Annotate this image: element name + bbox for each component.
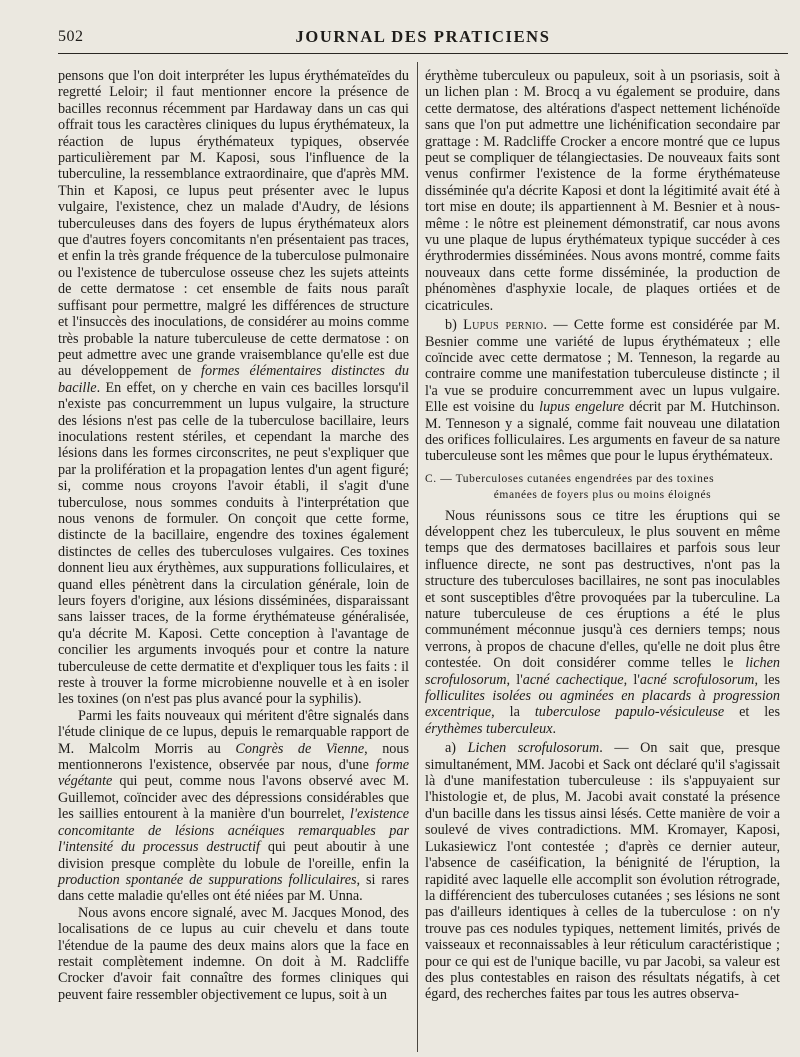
section-heading-line: C. — Tuberculoses cutanées engendrées par des toxines (425, 472, 715, 485)
text-run: , si rares dans cette maladie qu'elles ont été niées par M. Unna. (58, 871, 409, 905)
text-run: . — On sait que, presque simultanément, MM. Jacobi et Sack ont déclaré qu'il s'agissait là d'une manifestation tuberculeuse : ils s'appuyaient sur l'histologie et, de plus, M. Jacobi avait constaté la présence d'un bacille dans les tissus ainsi lésés. Cette manière de voir a soulevé de vives contradictions. MM. Kromayer, Kaposi, Lukasiewicz l'ont contestée ; d'après ce dernier auteur, l'absence de caséification, la bénignité de l'éruption, la rapidité avec laquelle elle accomplit son évolution rétrograde, la différencient des tuberculoses cutanées ; ses lésions ne sont pas d'ailleurs identiques à celles de la tuberculose : on n'y trouve pas ces nodules typiques, nettement limités, privés de vaisseaux et reconnaissables à leur réticulum caractéristique ; pour ce qui est de l'unique bacille, vu par Jacobi, sa valeur est des plus contestables en raison des résultats négatifs, à cet égard, des recherches faites par tous les autres observa- (425, 740, 780, 1003)
paragraph (58, 708, 409, 905)
text-run: , l' (623, 671, 640, 688)
italic-run: folliculites isolées ou agminées en placards à progression excentrique (425, 688, 780, 721)
column-divider (417, 62, 418, 1052)
left-column (58, 68, 409, 1003)
italic-run: Lichen scrofulosorum (467, 740, 600, 757)
paragraph (425, 508, 780, 738)
header-rule (58, 53, 788, 54)
text-run: a) (445, 740, 468, 757)
text-run: Parmi les faits nouveaux qui méritent d'être signalés dans l'étude clinique de ce lupus, depuis le remarquable rapport de M. Malcolm Morris au (58, 707, 409, 757)
italic-run: forme végétante (58, 757, 409, 790)
text-run: b) (445, 317, 464, 334)
italic-run: tuberculose papulo-vésiculeuse (534, 704, 725, 721)
subsection-title: Lupus pernio (463, 317, 544, 334)
running-header (58, 24, 788, 50)
italic-run: lupus engelure (539, 399, 625, 416)
paragraph: érythème tuberculeux ou papuleux, soit à un psoriasis, soit à un lichen plan : M. Brocq a vu également se produire, dans cette dermatose, des altérations d'aspect nettement lichénoïde sans que l'on put admettre une lichénification secondaire par grattage : M. Radcliffe Crocker a encore montré que ce lupus peut se compliquer de télangiectasies. De nouveaux faits sont venus confirmer l'existence de la forme érythémateuse disséminée qu'a décrite Kaposi et dont la légitimité avait été à tort mise en doute; ils appartiennent à M. Besnier et à nous-même : le nôtre est pleinement démonstratif, car nous avons vu une plaque de lupus érythémateux typique succéder à ces érythrodermies disséminées. Nous avons montré, comme faits nouveaux dans cette forme disséminée, la production de phénomènes d'asphyxie locale, de plaques ortiées et de cicatricules. (425, 68, 780, 314)
text-run: Nous réunissons sous ce titre les éruptions qui se développent chez les tuberculeux, le plus souvent en même temps que des dermatoses bacillaires et parfois sous leur influence directe, ne sont pas destructives, n'ont pas la structure des tuberculoses bacillaires, ne sont pas inoculables et sont susceptibles d'être provoquées par la tuberculine. La nature tuberculeuse de ces éruptions a été le plus communément méconnue jusqu'à ces derniers temps; nous verrons, à propos de chacune d'elles, qu'elle ne doit plus être contestée. On doit considérer comme telles le (425, 507, 780, 672)
italic-run: Congrès de Vienne (235, 740, 365, 757)
text-run: , la (491, 704, 535, 721)
text-run: , l' (506, 671, 523, 688)
italic-run: érythèmes tuberculeux (425, 720, 553, 737)
text-run: décrit par M. Hutchinson. M. Tenneson y a signalé, comme fait nouveau une dilatation des orifices folliculaires. Les arguments en faveur de sa nature tuberculeuse sont les mêmes que pour le lupus érythémateux. (425, 399, 780, 465)
right-column (425, 68, 780, 1003)
paragraph (425, 740, 780, 1003)
text-run: . En effet, on y cherche en vain ces bacilles lorsqu'il n'existe pas concurremment un lupus vulgaire, la structure des lésions n'est pas celle de la tuberculose bacillaire, leurs inoculations restent stériles, et cependant la marche des lésions dans les formes circonscrites, ne peut s'expliquer que par la prolifération et la propagation lentes d'un agent figuré; si, comme nous croyons l'avoir établi, il s'agit d'une tuberculose, nous sommes conduits à l'interprétation que nous venons de formuler. On conçoit que cette forme, distincte de la bacillaire, engendre des toxines également distinctes de celles des tuberculoses vulgaires. Ces toxines donnent lieu aux érythèmes, aux suppurations folliculaires, et quand elles pénètrent dans la circulation générale, loin de leurs foyers d'origine, aux lésions disséminées, disparaissant sans laisser traces, de la forme érythémateuse généralisée, qu'a décrite M. Kaposi. Cette conception à l'avantage de concilier les arguments invoqués pour et contre la nature tuberculeuse de cette dermatite et d'expliquer tous les faits : il reste à trouver la forme microbienne nouvelle et à en isoler les toxines (on n'est pas plus avancé pour la syphilis). (58, 379, 409, 708)
text-run: , nous mentionnerons l'existence, observée par nous, d'une (58, 740, 409, 774)
section-heading-line: émanées de foyers plus ou moins éloignés (493, 489, 712, 502)
paragraph (425, 317, 780, 465)
text-run: qui peut aboutir à une division presque complète du lobule de l'oreille, enfin la (58, 839, 409, 872)
italic-run: acné scrofulosorum (639, 671, 755, 688)
journal-title: JOURNAL DES PRATICIENS (295, 27, 551, 46)
italic-run: formes élémentaires distinctes du bacille (58, 363, 409, 396)
text-run: . — Cette forme est considérée par M. Besnier comme une variété de lupus érythémateux ; elle coïncide avec cette dermatose ; M. Tenneson, la regarde au contraire comme une manifestation tuberculeuse distincte ; il l'a vue se produire concurremment avec un lupus vulgaire. Elle est voisine du (425, 317, 780, 416)
text-run: . (552, 720, 557, 737)
italic-run: production spontanée de suppurations folliculaires (58, 871, 357, 888)
text-run: pensons que l'on doit interpréter les lupus érythémateïdes du regretté Leloir; il faut mentionner encore la présence de bacilles reconnus récemment par Hardaway dans un cas qui offrait tous les caractères cliniques du lupus érythémateux, la réaction de lupus érythémateux typiques, observée particulièrement par M. Kaposi, sous l'influence de la tuberculine, la ressemblance extraordinaire, que d'après MM. Thin et Kaposi, ce lupus peut présenter avec le lupus vulgaire, l'existence, chez un malade d'Audry, de lésions tuberculeuses dans des foyers de lupus érythémateux alors que d'autres foyers concomitants n'en présentaient pas traces, et enfin la très grande fréquence de la tuberculose pulmonaire ou l'existence de tuberculose osseuse chez les sujets atteints de cette dermatose : cet ensemble de faits nous paraît suffisant pour permettre, malgré les différences de structure et l'insuccès des inoculations, de considérer au moins comme très probable la nature tuberculeuse de cette dermatose : on peut admettre avec une grande vraisemblance qu'elle est due au développement de (58, 68, 409, 380)
text-run: qui peut, comme nous l'avons observé avec M. Guillemot, coïncider avec des dépressions considérables que les saillies entourent à la manière d'un bourrelet, (58, 773, 409, 823)
page-number: 502 (58, 28, 84, 45)
italic-run: l'existence concomitante de lésions acnéiques remarquables par l'intensité du processus destructif (58, 806, 409, 856)
paragraph: Nous avons encore signalé, avec M. Jacques Monod, des localisations de ce lupus au cuir chevelu et dans toute l'étendue de la paume des deux mains alors que la face en restait complètement indemne. On doit à M. Radcliffe Crocker d'avoir fait connaître des formes cliniques qui peuvent faire ressembler objectivement ce lupus, soit à un (58, 904, 409, 1003)
paragraph (58, 68, 409, 708)
italic-run: acné cachectique (522, 671, 624, 688)
text-run: et les (724, 704, 780, 721)
text-run: , les (754, 671, 781, 688)
italic-run: lichen scrofulosorum (425, 655, 780, 688)
section-heading (425, 471, 780, 504)
